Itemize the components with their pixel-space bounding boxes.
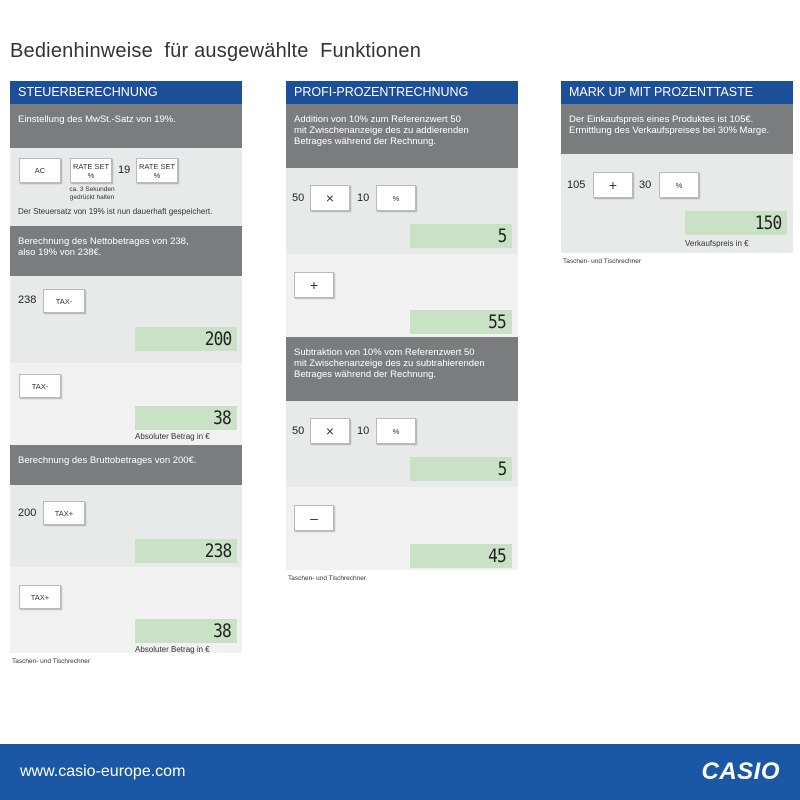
display-label: Absoluter Betrag in € [135, 432, 210, 441]
key-label: % [153, 170, 161, 180]
number-50: 50 [292, 192, 305, 204]
key-label: % [87, 170, 95, 180]
number-10: 10 [357, 425, 370, 437]
key-label: RATE SET [72, 161, 110, 171]
tax-plus-key[interactable]: TAX+ [43, 501, 85, 525]
key-area [10, 485, 242, 567]
instruction-text: Berechnung des Bruttobetrages von 200€. [18, 455, 197, 466]
instruction-text: Einstellung des MwSt.-Satz von 19%. [18, 114, 176, 125]
calculator-display [410, 224, 512, 248]
calculator-display [685, 211, 787, 235]
column-steuerberechnung [10, 81, 242, 665]
display-value: 5 [497, 225, 506, 247]
calculator-display [135, 539, 237, 563]
info-note: Der Steuersatz von 19% ist nun dauerhaft gespeichert. [18, 207, 213, 216]
key-area [286, 487, 518, 570]
rate-set-key[interactable] [70, 158, 112, 183]
instruction-text: Der Einkaufspreis eines Produktes ist 105€. [569, 114, 754, 125]
column-header: PROFI-PROZENTRECHNUNG [286, 81, 518, 104]
display-value: 38 [213, 407, 231, 429]
column-header: MARK UP MIT PROZENTTASTE [561, 81, 793, 104]
multiply-key[interactable]: × [310, 418, 350, 444]
calculator-display [135, 327, 237, 351]
key-area [561, 154, 793, 253]
instruction-text: Ermittlung des Verkaufspreises bei 30% Marge. [569, 125, 770, 136]
footer [0, 744, 800, 800]
casio-logo: CASIO [701, 758, 780, 785]
display-value: 5 [497, 458, 506, 480]
calculator-display [410, 310, 512, 334]
number-200: 200 [18, 507, 37, 519]
instruction-band [10, 226, 242, 276]
display-value: 45 [488, 545, 506, 567]
display-label: Absoluter Betrag in € [135, 645, 210, 654]
tax-plus-key[interactable]: TAX+ [19, 585, 61, 609]
instruction-text: mit Zwischenanzeige des zu subtrahierenden [294, 358, 485, 369]
percent-key[interactable]: % [376, 418, 416, 444]
display-value: 238 [204, 540, 231, 562]
instruction-text: Berechnung des Nettobetrages von 238, [18, 236, 189, 247]
number-30: 30 [639, 179, 652, 191]
number-238: 238 [18, 294, 37, 306]
instruction-text: Betrages während der Rechnung. [294, 369, 437, 380]
calculator-display [135, 619, 237, 643]
key-area [286, 168, 518, 254]
number-50: 50 [292, 425, 305, 437]
key-area [10, 363, 242, 445]
percent-key[interactable]: % [659, 172, 699, 198]
instruction-band [10, 104, 242, 148]
key-area [10, 567, 242, 653]
key-area [286, 254, 518, 337]
plus-key[interactable]: + [593, 172, 633, 198]
calculator-display [135, 406, 237, 430]
instruction-text: Addition von 10% zum Referenzwert 50 [294, 114, 461, 125]
caption: Taschen- und Tischrechner [288, 575, 367, 582]
calculator-display [410, 544, 512, 568]
number-19: 19 [118, 164, 131, 176]
key-area [10, 276, 242, 363]
display-value: 200 [204, 328, 231, 350]
instruction-band [286, 104, 518, 168]
instruction-text: Subtraktion von 10% vom Referenzwert 50 [294, 347, 475, 358]
display-label: Verkaufspreis in € [685, 239, 749, 248]
hint-line: gedrückt halten [69, 194, 115, 201]
key-area [286, 401, 518, 487]
number-10: 10 [357, 192, 370, 204]
caption: Taschen- und Tischrechner [563, 258, 642, 265]
caption: Taschen- und Tischrechner [12, 658, 91, 665]
instruction-band [561, 104, 793, 154]
instruction-text: Betrages während der Rechnung. [294, 136, 437, 147]
column-profi-prozentrechnung [286, 81, 518, 582]
instruction-band [286, 337, 518, 401]
tax-minus-key[interactable]: TAX- [19, 374, 61, 398]
instruction-text: mit Zwischenanzeige des zu addierenden [294, 125, 469, 136]
column-mark-up [561, 81, 793, 265]
instruction-band [10, 445, 242, 485]
minus-key[interactable]: – [294, 505, 334, 531]
page-title: Bedienhinweise für ausgewählte Funktionen [10, 40, 422, 62]
plus-key[interactable]: + [294, 272, 334, 298]
display-value: 55 [488, 311, 506, 333]
website-link[interactable]: www.casio-europe.com [20, 763, 186, 780]
calculator-display [410, 457, 512, 481]
rate-set-key[interactable] [136, 158, 178, 183]
column-header: STEUERBERECHNUNG [10, 81, 242, 104]
multiply-key[interactable]: × [310, 185, 350, 211]
display-value: 150 [754, 212, 781, 234]
display-value: 38 [213, 620, 231, 642]
number-105: 105 [567, 179, 586, 191]
hint-line: ca. 3 Sekunden [69, 186, 115, 193]
percent-key[interactable]: % [376, 185, 416, 211]
key-area [10, 148, 242, 226]
instruction-text: also 19% von 238€. [18, 247, 102, 258]
ac-key[interactable]: AC [19, 158, 61, 183]
hold-hint [68, 186, 116, 202]
key-label: RATE SET [138, 161, 176, 171]
tax-minus-key[interactable]: TAX- [43, 289, 85, 313]
